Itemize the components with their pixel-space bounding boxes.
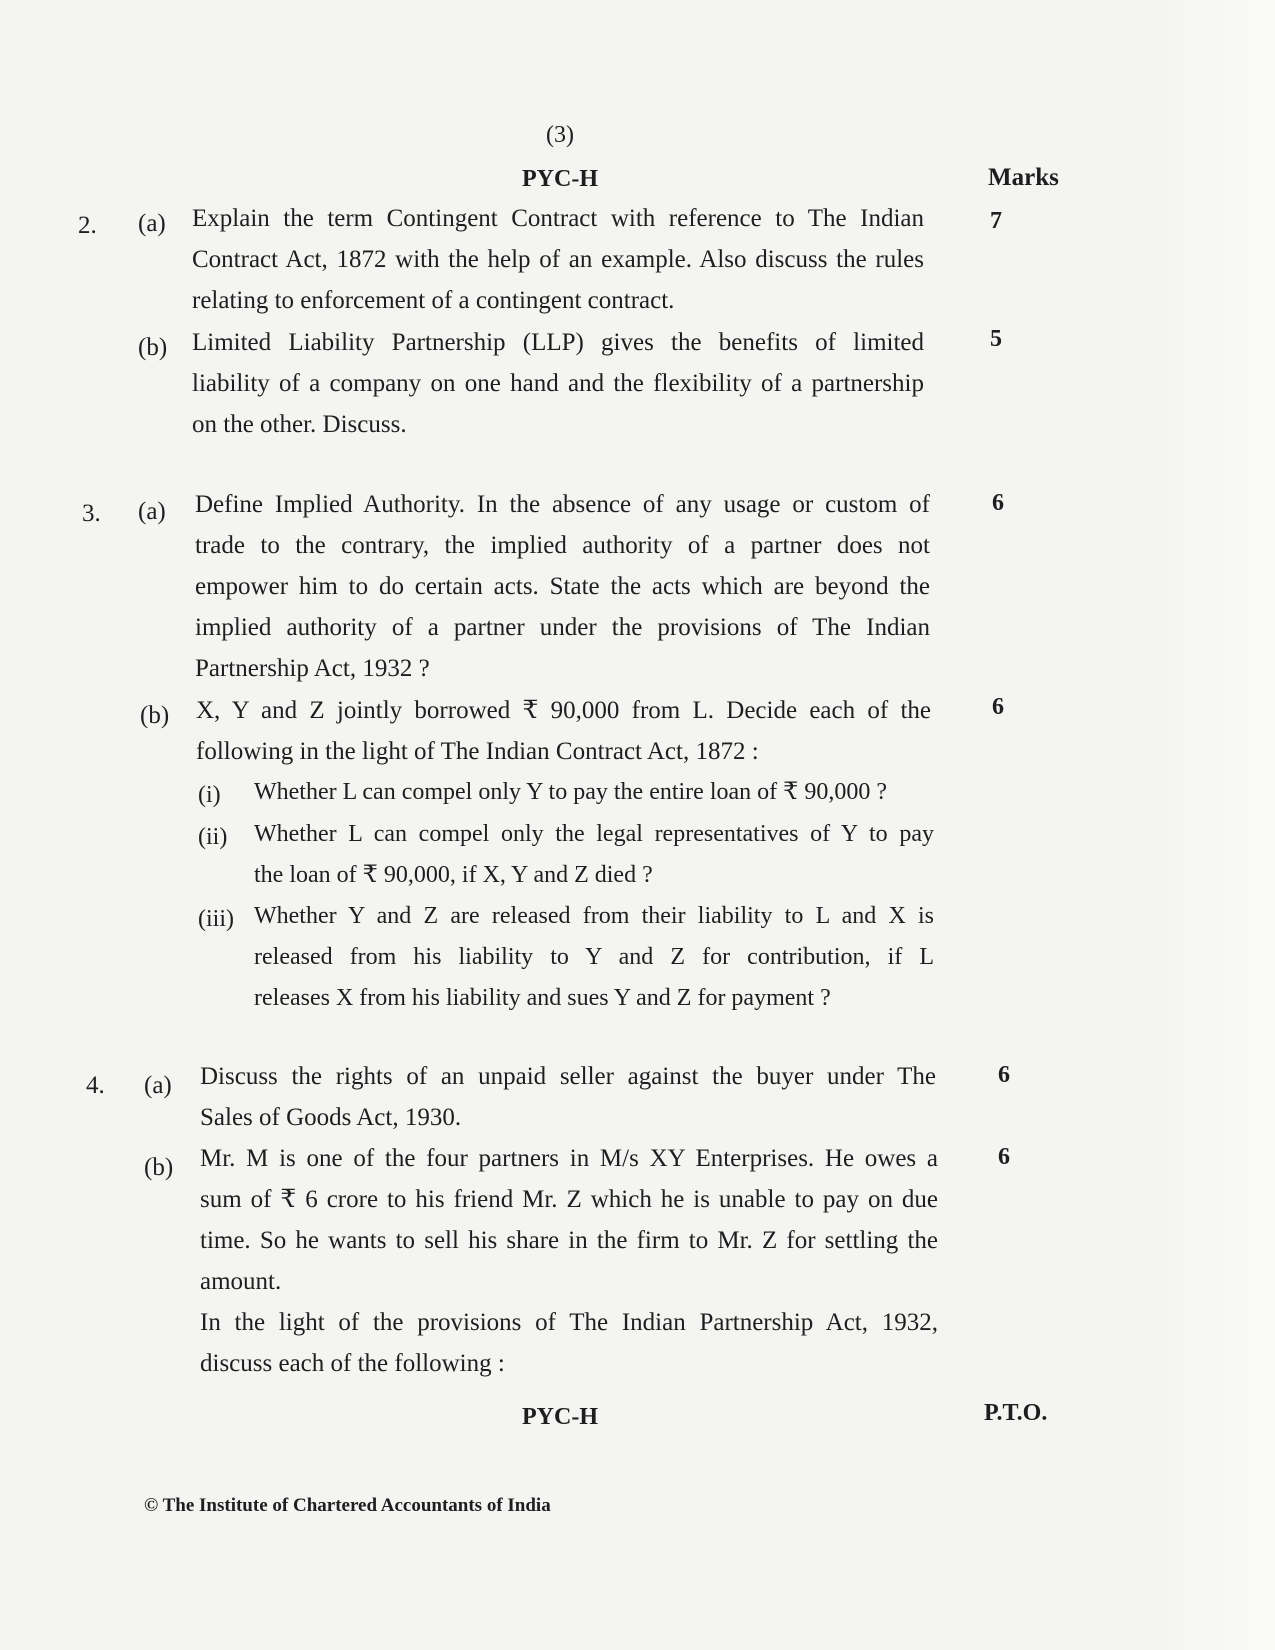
text-line: liability of a company on one hand and the flexibility of a partnership	[192, 370, 924, 397]
subpart-label: (ii)	[198, 824, 228, 850]
part-label: (a)	[138, 210, 166, 237]
question-number: 2.	[78, 212, 97, 239]
text-line: following in the light of The Indian Contract Act, 1872 :	[196, 738, 759, 765]
subpart-text	[254, 896, 934, 1019]
text-line: Explain the term Contingent Contract with reference to The Indian	[192, 205, 924, 232]
marks-value: 5	[990, 326, 1002, 352]
part-label: (b)	[138, 334, 168, 361]
text-line: Define Implied Authority. In the absence of any usage or custom of	[195, 491, 930, 518]
text-line: releases X from his liability and sues Y and Z for payment ?	[254, 985, 831, 1011]
marks-value: 7	[990, 208, 1002, 234]
text-line: X, Y and Z jointly borrowed ₹ 90,000 from L. Decide each of the	[196, 697, 931, 724]
subpart-label: (i)	[198, 782, 221, 808]
marks-value: 6	[998, 1144, 1010, 1170]
text-line: Sales of Goods Act, 1930.	[200, 1104, 462, 1131]
subpart-label: (iii)	[198, 906, 234, 932]
copyright-notice: © The Institute of Chartered Accountants of India	[144, 1495, 551, 1516]
text-line: discuss each of the following :	[200, 1350, 505, 1377]
question-text	[200, 1056, 936, 1138]
text-line: trade to the contrary, the implied authority of a partner does not	[195, 532, 930, 559]
question-text	[192, 198, 924, 321]
text-line: released from his liability to Y and Z for contribution, if L	[254, 944, 934, 970]
subpart-text	[254, 772, 934, 813]
question-number: 4.	[86, 1072, 105, 1099]
text-line: implied authority of a partner under the provisions of The Indian	[195, 614, 930, 641]
scan-shadow	[1155, 0, 1275, 1650]
part-label: (b)	[144, 1154, 174, 1181]
text-line: Partnership Act, 1932 ?	[195, 655, 430, 682]
part-label: (b)	[140, 702, 170, 729]
part-label: (a)	[138, 498, 166, 525]
text-line: relating to enforcement of a contingent contract.	[192, 287, 675, 314]
text-line: Discuss the rights of an unpaid seller against the buyer under The	[200, 1063, 936, 1090]
question-number: 3.	[82, 500, 101, 527]
marks-column-heading: Marks	[988, 164, 1059, 191]
text-line: empower him to do certain acts. State the acts which are beyond the	[195, 573, 930, 600]
text-line: Contract Act, 1872 with the help of an example. Also discuss the rules	[192, 246, 924, 273]
paper-code-footer: PYC-H	[522, 1404, 598, 1430]
marks-value: 6	[992, 490, 1004, 516]
text-line: amount.	[200, 1268, 282, 1295]
paper-code-header: PYC-H	[522, 166, 598, 192]
subpart-text	[254, 814, 934, 896]
part-label: (a)	[144, 1072, 172, 1099]
text-line: Mr. M is one of the four partners in M/s XY Enterprises. He owes a	[200, 1145, 938, 1172]
question-text	[192, 322, 924, 445]
text-line: Whether L can compel only Y to pay the entire loan of ₹ 90,000 ?	[254, 779, 888, 805]
text-line: on the other. Discuss.	[192, 411, 407, 438]
text-line: Whether Y and Z are released from their liability to L and X is	[254, 903, 934, 929]
question-text	[196, 690, 931, 772]
text-line: Whether L can compel only the legal representatives of Y to pay	[254, 821, 934, 847]
marks-value: 6	[992, 694, 1004, 720]
text-line: In the light of the provisions of The Indian Partnership Act, 1932,	[200, 1309, 938, 1336]
text-line: the loan of ₹ 90,000, if X, Y and Z died ?	[254, 862, 653, 888]
text-line: time. So he wants to sell his share in the firm to Mr. Z for settling the	[200, 1227, 938, 1254]
text-line: sum of ₹ 6 crore to his friend Mr. Z which he is unable to pay on due	[200, 1186, 938, 1213]
please-turn-over: P.T.O.	[984, 1400, 1048, 1426]
text-line: Limited Liability Partnership (LLP) gives the benefits of limited	[192, 329, 924, 356]
question-text	[200, 1138, 938, 1384]
marks-value: 6	[998, 1062, 1010, 1088]
question-text	[195, 484, 930, 689]
page-number: (3)	[546, 122, 574, 148]
